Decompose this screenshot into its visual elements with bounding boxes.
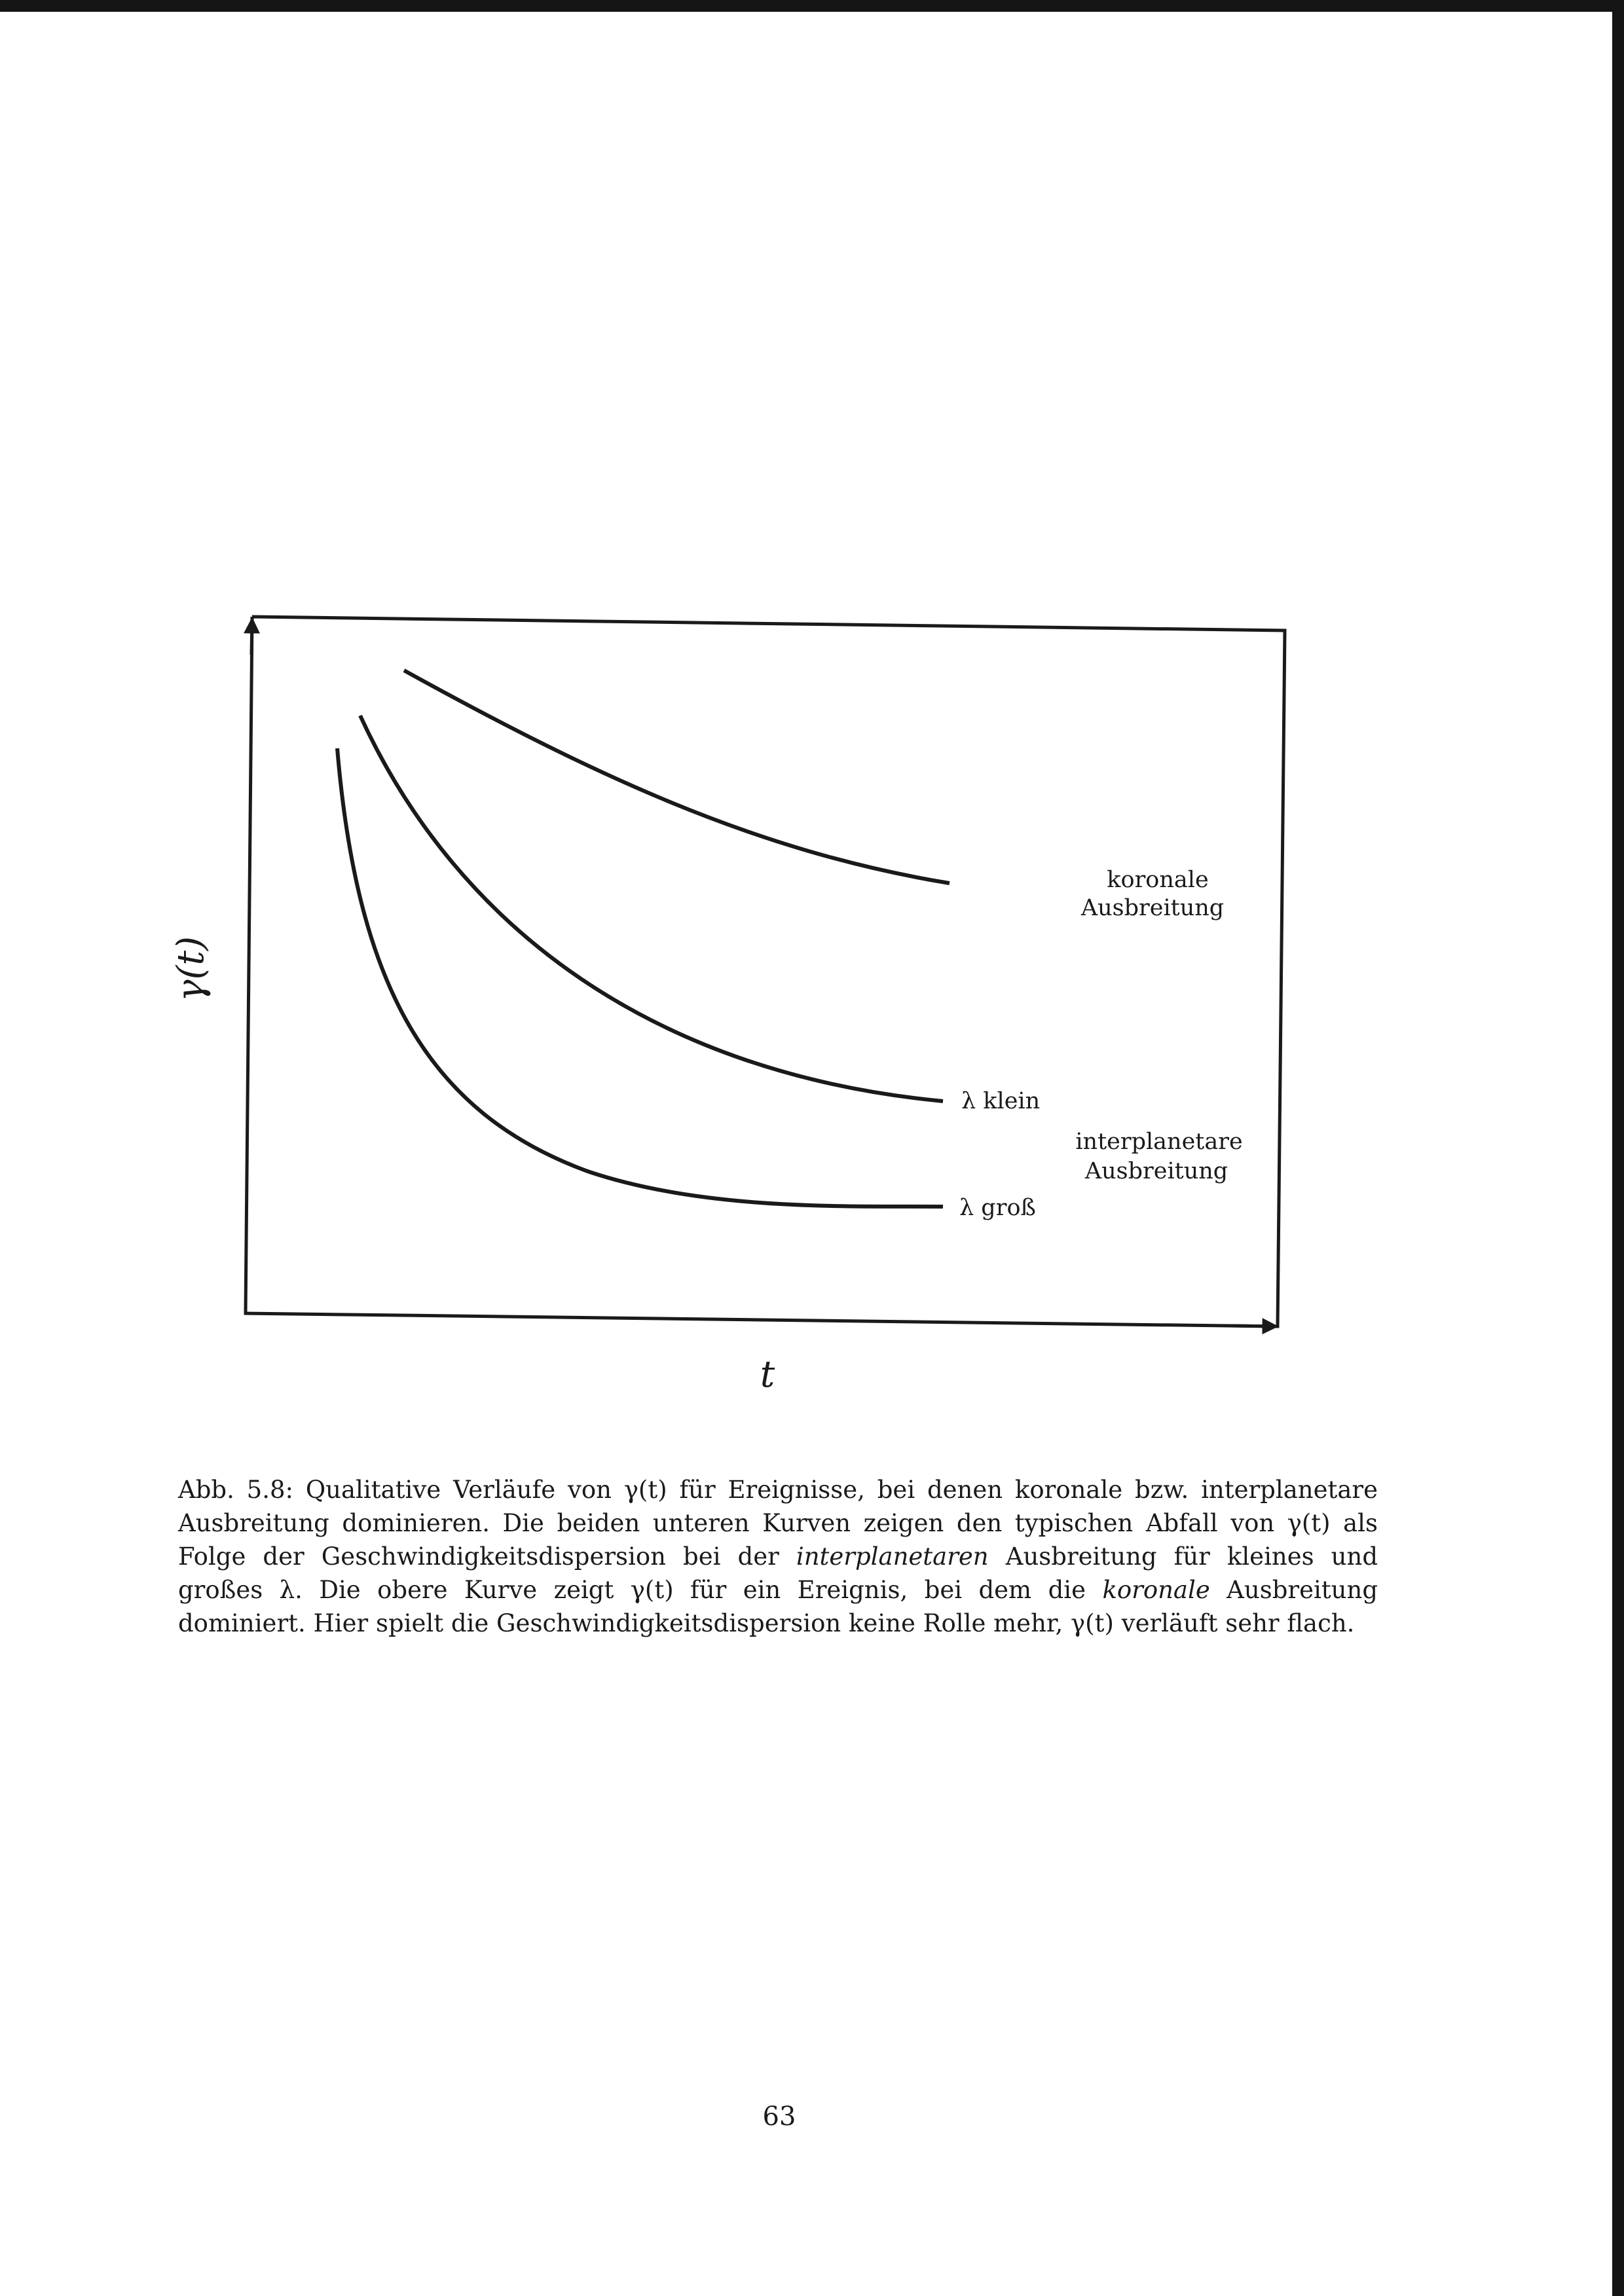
plot-frame: [246, 617, 1285, 1326]
curve-lambda-klein: [360, 716, 943, 1101]
caption-text-1: Qualitative Verläufe von γ(t) für Ereignisse, bei denen koronale bzw. interplanetare Ausbreitung dominieren. Die beiden unteren Kurven zeigen den typischen Abfall von γ(t) als Folge der Geschwindigkeitsdispersion bei der: [178, 1476, 1378, 1571]
caption-prefix: Abb. 5.8:: [178, 1476, 293, 1504]
page-number: 63: [762, 2102, 796, 2132]
x-axis-label: t: [760, 1353, 775, 1396]
figure-caption: [178, 1473, 1378, 1640]
region-label-interplanetar-1: interplanetare: [1075, 1129, 1243, 1155]
region-label-koronal-1: koronale: [1107, 867, 1209, 893]
y-axis-label: γ(t): [170, 936, 212, 1002]
caption-text-3: Ausbreitung dominiert. Hier spielt die Geschwindigkeitsdispersion keine Rolle mehr, γ(t) verläuft sehr flach.: [178, 1576, 1378, 1637]
curve-koronal: [404, 670, 950, 883]
region-label-koronal-2: Ausbreitung: [1080, 895, 1225, 921]
region-label-interplanetar-2: Ausbreitung: [1084, 1158, 1228, 1184]
caption-text-2: Ausbreitung für kleines und großes λ. Die obere Kurve zeigt γ(t) für ein Ereignis, bei dem die: [178, 1542, 1378, 1604]
curve-lambda-gross: [337, 748, 943, 1207]
caption-emphasis-1: interplanetaren: [796, 1542, 989, 1571]
caption-emphasis-2: koronale: [1102, 1576, 1210, 1604]
y-axis-arrow: [251, 619, 252, 655]
curve-label-lambda-klein: λ klein: [961, 1088, 1041, 1114]
curve-label-lambda-gross: λ groß: [959, 1195, 1036, 1221]
